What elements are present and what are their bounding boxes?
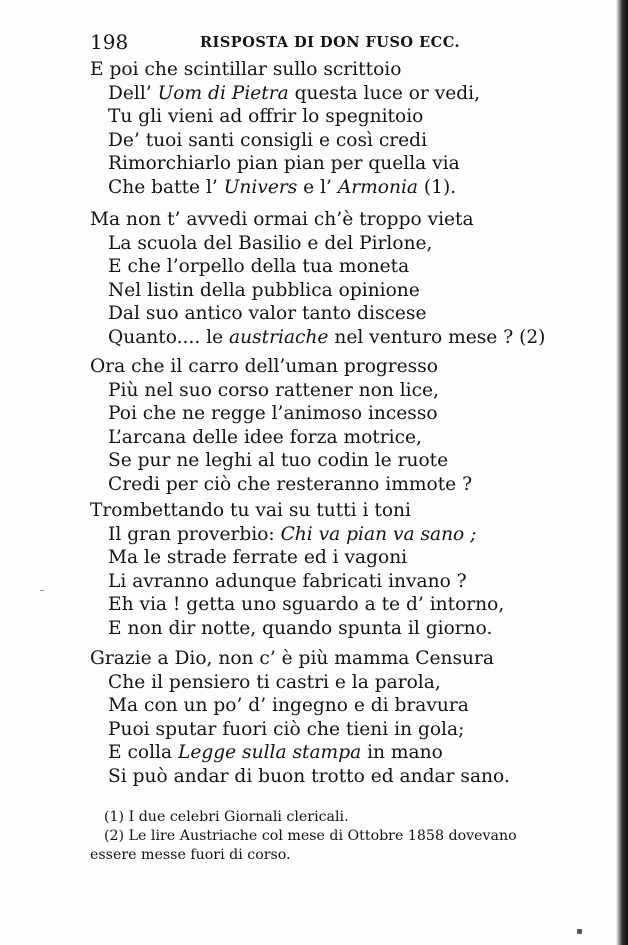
italic-title: Uom di Pietra (157, 82, 289, 104)
verse-text: E che l’orpello della tua moneta (108, 256, 410, 277)
verse-text: E non dir notte, quando spunta il giorno. (108, 617, 493, 639)
verse-line (90, 617, 560, 641)
verse-text: nel venturo mese ? (2) (328, 326, 546, 348)
footnotes (90, 808, 560, 865)
stanza-2 (90, 208, 560, 349)
scan-speck (577, 929, 582, 934)
italic-title: Armonia (337, 176, 419, 198)
verse-line (90, 473, 560, 497)
verse-text: De’ tuoi santi consigli e così credi (108, 129, 428, 151)
verse-text: Dell’ (108, 82, 158, 104)
verse-text: Dal suo antico valor tanto discese (108, 303, 427, 324)
page-header (90, 30, 540, 56)
verse-text: Li avranno adunque fabricati invano ? (108, 570, 467, 592)
verse-line (90, 58, 560, 82)
scan-speck (40, 590, 44, 591)
verse-text: e l’ (297, 176, 338, 198)
verse-text: in mano (361, 742, 443, 763)
verse-line (90, 232, 560, 256)
stanza-4 (90, 499, 560, 640)
verse-line (90, 176, 560, 200)
verse-line (90, 152, 560, 176)
verse-text: Ma le strade ferrate ed i vagoni (108, 547, 408, 568)
stanza-3 (90, 355, 560, 496)
verse-text: (1). (418, 176, 457, 198)
verse-text: Eh via ! getta uno sguardo a te d’ intorno, (108, 594, 505, 615)
verse-line (90, 718, 560, 742)
verse-line (90, 741, 560, 765)
page-number: 198 (90, 30, 129, 54)
verse-line (90, 379, 560, 403)
verse-line (90, 129, 560, 153)
running-head: RISPOSTA DI DON FUSO ECC. (200, 34, 461, 51)
italic-title: Univers (223, 176, 298, 198)
italic-title: Chi va pian va sano ; (280, 523, 477, 545)
verse-text: L’arcana delle idee forza motrice, (108, 426, 422, 448)
verse-text: Rimorchiarlo pian pian per quella via (108, 153, 460, 174)
footnote-2: (2) Le lire Austriache col mese di Ottobre 1858 dovevano (104, 828, 517, 844)
verse-text: Nel listin della pubblica opinione (108, 279, 420, 301)
verse-line (90, 523, 560, 547)
verse-line (90, 593, 560, 617)
verse-line (90, 499, 560, 523)
stanza-1 (90, 58, 560, 199)
verse-line (90, 208, 560, 232)
verse-text: Grazie a Dio, non c’ è più mamma Censura (90, 648, 494, 669)
verse-text: Ma con un po’ d’ ingegno e di bravura (108, 695, 469, 716)
verse-text: Il gran proverbio: (108, 523, 281, 545)
verse-line (90, 426, 560, 450)
verse-line (90, 546, 560, 570)
verse-text: Quanto.... le (108, 326, 230, 348)
verse-text: Trombettando tu vai su tutti i toni (90, 500, 411, 521)
scan-edge-shadow (616, 0, 628, 945)
verse-line (90, 82, 560, 106)
verse-text: E colla (108, 742, 178, 763)
verse-text: Credi per ciò che resteranno immote ? (108, 473, 473, 495)
verse-text: Si può andar di buon trotto ed andar sano. (108, 765, 510, 787)
verse-text: Più nel suo corso rattener non lice, (108, 379, 439, 401)
stanza-5 (90, 647, 560, 788)
verse-line (90, 449, 560, 473)
footnote-2-continuation: essere messe fuori di corso. (90, 847, 291, 863)
verse-text: La scuola del Basilio e del Pirlone, (108, 232, 433, 254)
verse-line (90, 105, 560, 129)
verse-line (90, 694, 560, 718)
verse-text: Che il pensiero ti castri e la parola, (108, 671, 441, 693)
verse-line (90, 402, 560, 426)
verse-text: Puoi sputar fuori ciò che tieni in gola; (108, 718, 465, 740)
verse-text: E poi che scintillar sullo scrittoio (90, 59, 402, 80)
verse-line (90, 647, 560, 671)
verse-text: Ma non t’ avvedi ormai ch’è troppo vieta (90, 209, 474, 230)
verse-text: Che batte l’ (108, 176, 224, 198)
verse-line (90, 671, 560, 695)
verse-line (90, 570, 560, 594)
italic-title: austriache (229, 326, 329, 348)
verse-line (90, 302, 560, 326)
footnote-1: (1) I due celebri Giornali clericali. (104, 809, 349, 825)
verse-text: Poi che ne regge l’animoso incesso (108, 403, 438, 424)
italic-title: Legge sulla stampa (177, 742, 362, 763)
verse-text: Tu gli vieni ad offrir lo spegnitoio (108, 106, 424, 127)
verse-text: Ora che il carro dell’uman progresso (90, 356, 438, 377)
verse-line (90, 255, 560, 279)
verse-line (90, 326, 560, 350)
verse-line (90, 279, 560, 303)
verse-text: questa luce or vedi, (288, 82, 481, 104)
verse-line (90, 355, 560, 379)
verse-text: Se pur ne leghi al tuo codin le ruote (108, 450, 449, 471)
verse-line (90, 765, 560, 789)
